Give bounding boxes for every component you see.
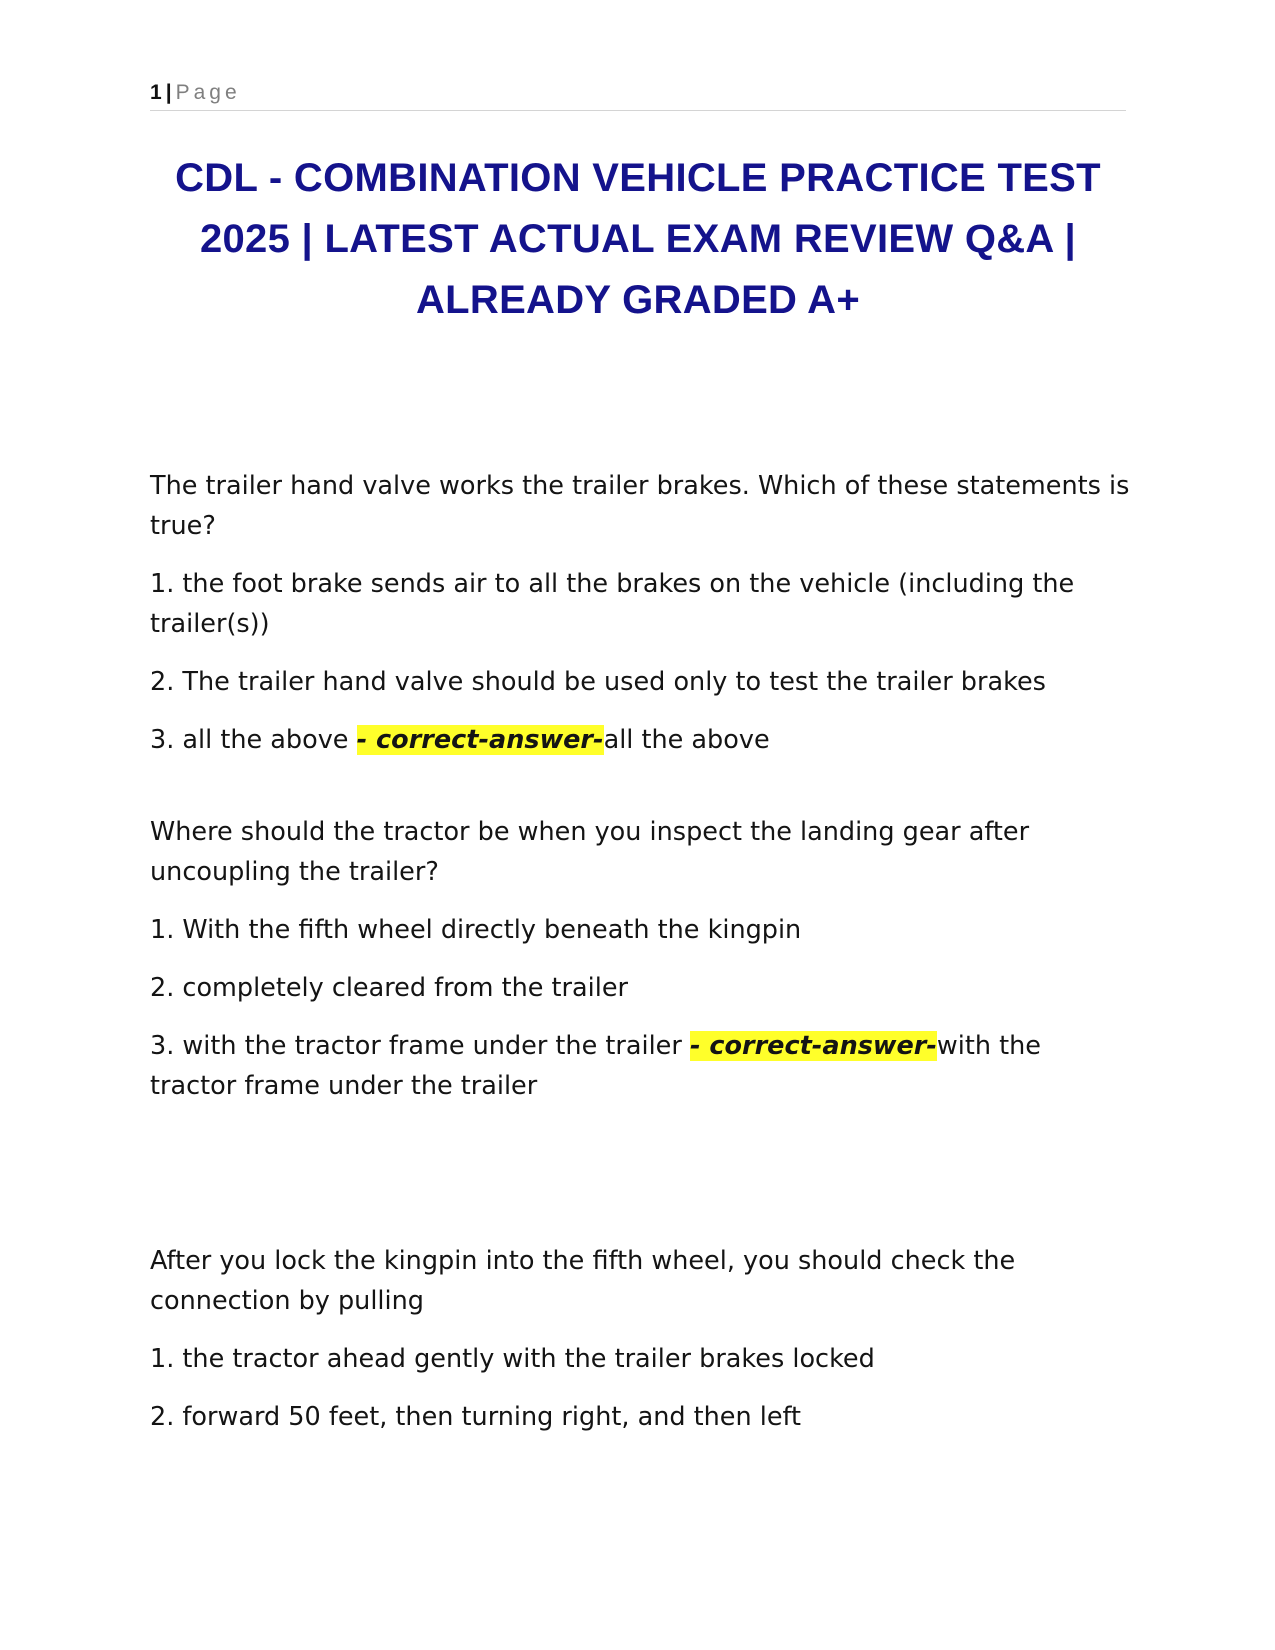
option-item: 2. The trailer hand valve should be used only to test the trailer brakes bbox=[150, 667, 1046, 697]
question-block bbox=[150, 812, 1130, 1124]
page-label: Page bbox=[175, 81, 241, 104]
answer-text: with the tractor frame under the trailer bbox=[150, 1031, 1041, 1101]
option-item: 2. completely cleared from the trailer bbox=[150, 973, 629, 1003]
question-text: Where should the tractor be when you inspect the landing gear after uncoupling the trailer? bbox=[150, 817, 1030, 887]
document-title bbox=[150, 148, 1126, 331]
option-item: 1. the tractor ahead gently with the trailer brakes locked bbox=[150, 1344, 875, 1374]
option-item: 1. the foot brake sends air to all the brakes on the vehicle (including the trailer(s)) bbox=[150, 569, 1075, 639]
title-line-2: 2025 | LATEST ACTUAL EXAM REVIEW Q&A | bbox=[199, 217, 1077, 261]
page-header bbox=[150, 78, 1126, 111]
title-line-1: CDL - COMBINATION VEHICLE PRACTICE TEST bbox=[175, 156, 1101, 200]
question-text: After you lock the kingpin into the fifth wheel, you should check the connection by pulling bbox=[150, 1246, 1016, 1316]
page-number: 1 bbox=[150, 81, 162, 104]
option-item-with-answer bbox=[150, 720, 1130, 760]
question-block bbox=[150, 466, 1130, 778]
page-separator: | bbox=[165, 81, 172, 104]
option-item: 2. forward 50 feet, then turning right, and then left bbox=[150, 1402, 802, 1432]
question-block bbox=[150, 1241, 1130, 1455]
answer-text: all the above bbox=[603, 725, 770, 755]
option-item-with-answer bbox=[150, 1026, 1130, 1106]
option-item: 1. With the fifth wheel directly beneath the kingpin bbox=[150, 915, 802, 945]
title-line-3: ALREADY GRADED A+ bbox=[415, 278, 861, 322]
option-text: 3. with the tractor frame under the trailer bbox=[150, 1031, 690, 1061]
option-text: 3. all the above bbox=[150, 725, 357, 755]
correct-answer-highlight: - correct-answer- bbox=[689, 1031, 937, 1061]
correct-answer-highlight: - correct-answer- bbox=[356, 725, 604, 755]
question-text: The trailer hand valve works the trailer brakes. Which of these statements is true? bbox=[150, 471, 1130, 541]
